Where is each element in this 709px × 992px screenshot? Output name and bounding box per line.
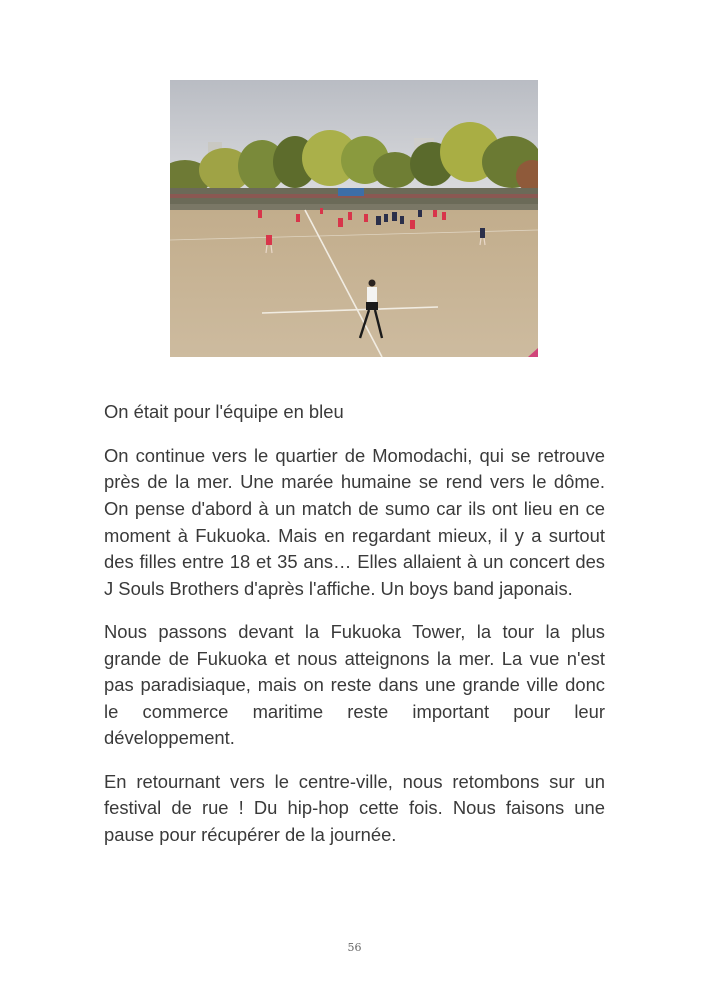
rugby-match-photo	[170, 80, 538, 357]
photo-caption: On était pour l'équipe en bleu	[104, 401, 344, 422]
page-number: 56	[347, 941, 362, 954]
body-text	[104, 399, 605, 865]
paragraph: Nous passons devant la Fukuoka Tower, la tour la plus grande de Fukuoka et nous atteignons la mer. La vue n'est pas paradisiaque, mais on reste dans une grande ville donc le commerce maritime reste important pour leur développement.	[104, 620, 605, 749]
paragraph: On continue vers le quartier de Momodachi, qui se retrouve près de la mer. Une marée humaine se rend vers le dôme. On pense d'abord à un match de sumo car ils ont lieu en ce moment à Fukuoka. Mais en regardant mieux, il y a surtout des filles entre 18 et 35 ans… Elles allaient à un concert des J Souls Brothers d'après l'affiche. Un boys band japonais.	[104, 444, 605, 599]
blue-tent	[338, 188, 364, 196]
paragraph: En retournant vers le centre-ville, nous retombons sur un festival de rue ! Du hip-hop cette fois. Nous faisons une pause pour récupérer de la journée.	[104, 770, 605, 845]
